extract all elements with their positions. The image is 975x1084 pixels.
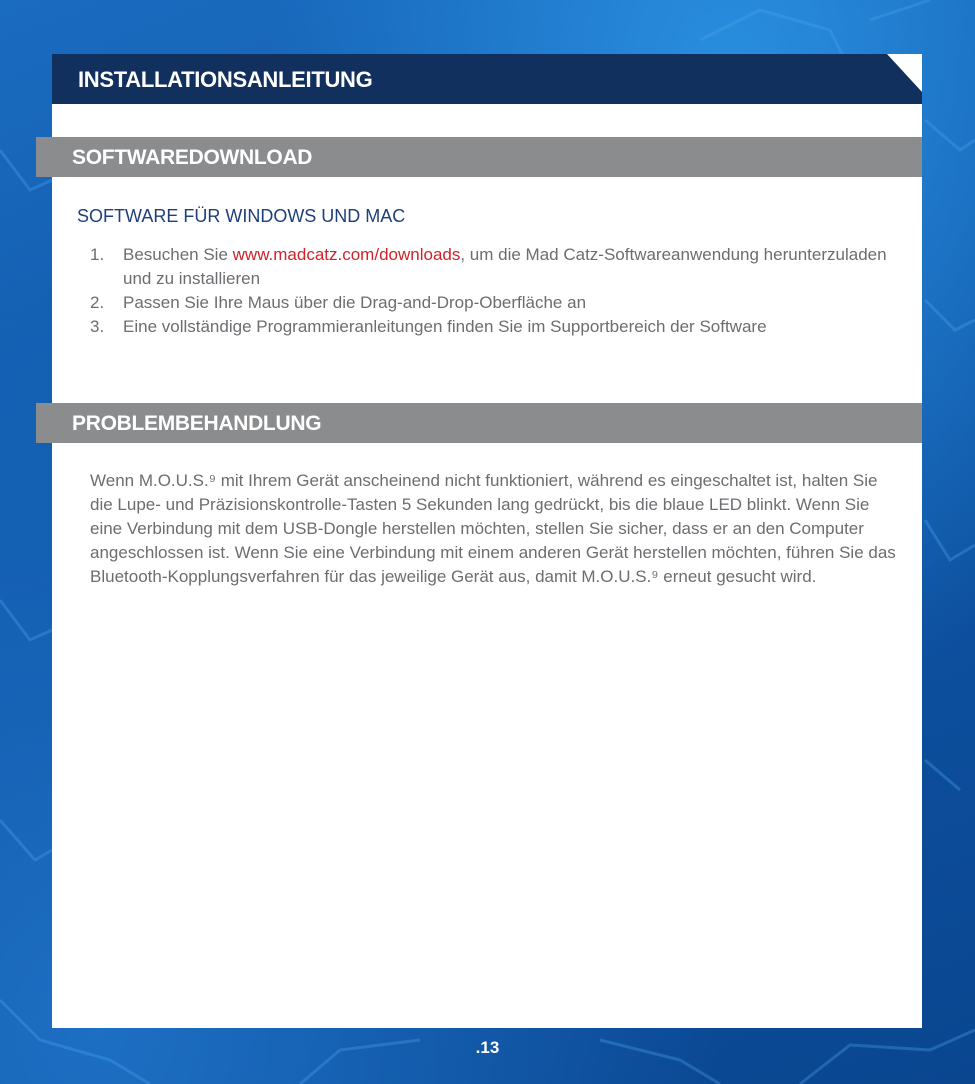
section-title-problembehandlung: PROBLEMBEHANDLUNG bbox=[72, 412, 322, 435]
step-text-before: Besuchen Sie bbox=[123, 245, 233, 264]
download-link[interactable]: www.madcatz.com/downloads bbox=[232, 245, 461, 264]
list-item bbox=[90, 315, 915, 339]
subheading-windows-mac: SOFTWARE FÜR WINDOWS UND MAC bbox=[77, 206, 406, 226]
step-text-after: , um die Mad Catz-Softwareanwendung herunterzuladen und zu installieren bbox=[123, 245, 887, 288]
step-text: Eine vollständige Programmieranleitungen finden Sie im Supportbereich der Software bbox=[123, 317, 767, 336]
section-header-softwaredownload bbox=[36, 137, 922, 177]
page-title: INSTALLATIONSANLEITUNG bbox=[78, 67, 373, 92]
step-number: 2. bbox=[90, 293, 105, 312]
step-number: 1. bbox=[90, 245, 105, 264]
section-header-problembehandlung bbox=[36, 403, 922, 443]
page-number: .13 bbox=[475, 1038, 500, 1057]
section-title-softwaredownload: SOFTWAREDOWNLOAD bbox=[72, 146, 313, 169]
list-item bbox=[90, 291, 915, 315]
header-banner bbox=[52, 54, 922, 104]
list-item bbox=[90, 243, 915, 291]
download-steps-list bbox=[90, 243, 915, 339]
step-number: 3. bbox=[90, 317, 105, 336]
step-text: Passen Sie Ihre Maus über die Drag-and-Drop-Oberfläche an bbox=[123, 293, 587, 312]
troubleshooting-paragraph: Wenn M.O.U.S.⁹ mit Ihrem Gerät anscheinend nicht funktioniert, während es eingeschaltet ist, halten Sie die Lupe- und Präzisionskontrolle-Tasten 5 Sekunden lang gedrückt, bis die blaue LED blinkt. Wenn Sie eine Verbindung mit dem USB-Dongle herstellen möchten, stellen Sie sicher, dass er an den Computer angeschlossen ist. Wenn Sie eine Verbindung mit einem anderen Gerät herstellen möchten, führen Sie das Bluetooth-Kopplungsverfahren für das jeweilige Gerät aus, damit M.O.U.S.⁹ erneut gesucht wird. bbox=[90, 471, 896, 586]
